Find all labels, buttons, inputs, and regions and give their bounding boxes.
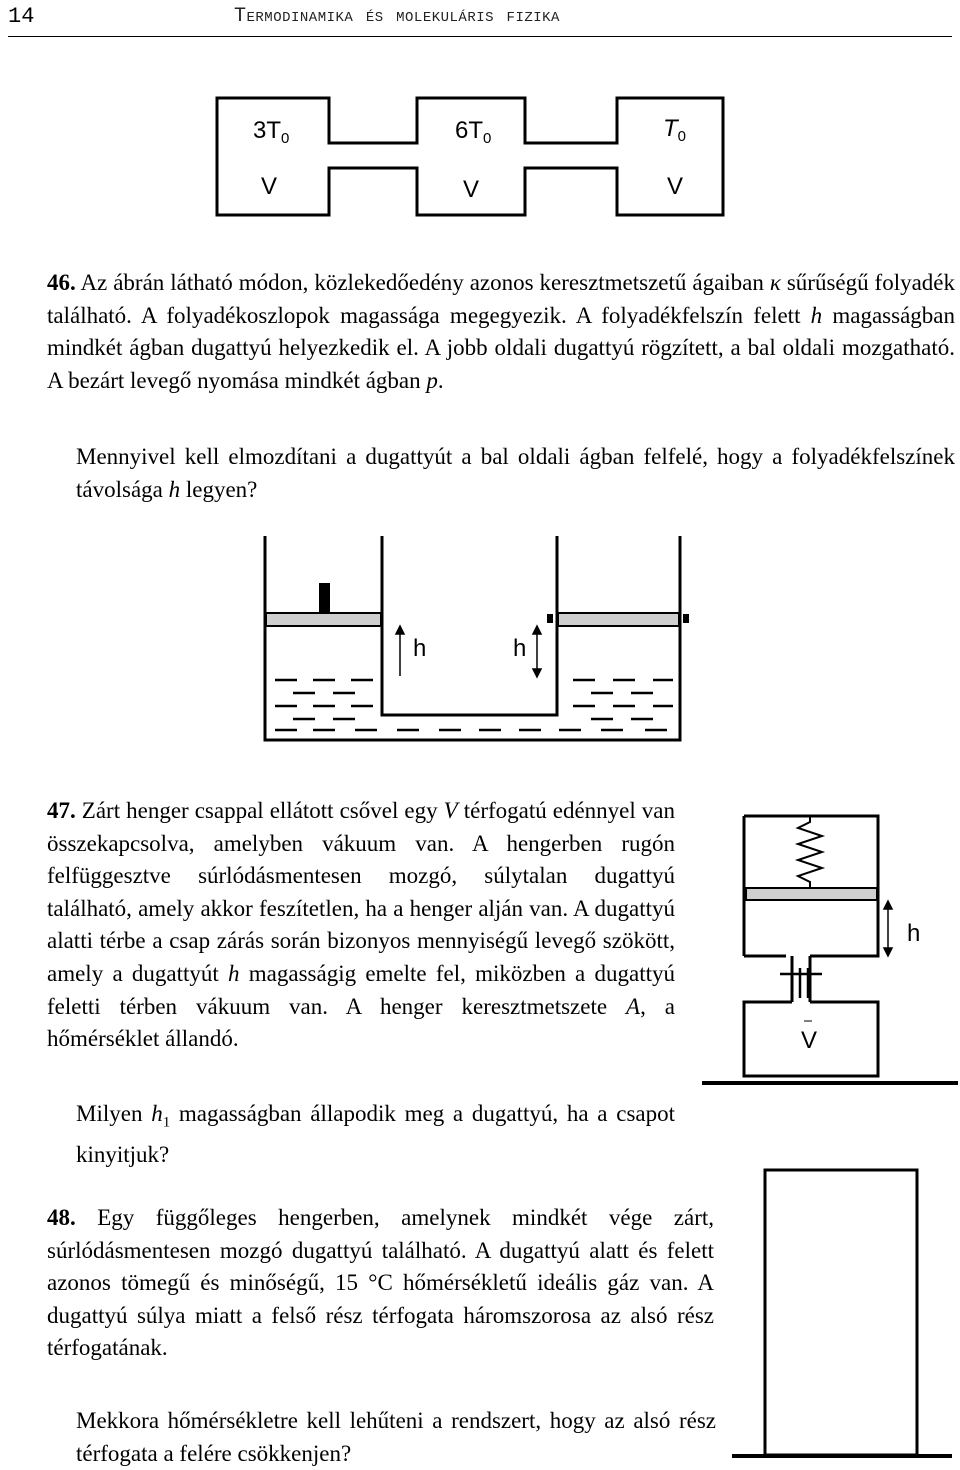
chapter-title: Termodinamika és molekuláris fizika (234, 5, 560, 28)
middle-volume: V (463, 176, 480, 203)
problem-47: 47. Zárt henger csappal ellátott csővel egy V térfogatú edénnyel van összekapcsolva, amelyben vákuum van. A hengerben rugón felfüggesztve súrlódásmentesen mozgó, súlytalan dugattyú található, amely akkor feszítetlen, ha a henger alján van. A dugattyú alatti térbe a csap zárás során bizonyos mennyiségű levegő szökött, amely a dugattyút h magasságig emelte fel, miközben a dugattyú feletti térben vákuum van. A henger keresztmetszete A, a hőmérséklet állandó. (47, 798, 676, 1052)
v-label: V (801, 1027, 818, 1054)
spring (798, 816, 822, 888)
middle-temperature: $6T_0$ (455, 117, 492, 147)
problem-48-question: Mekkora hőmérsékletre kell lehűteni a rendszert, hogy az alsó rész térfogata a felére csökkenjen? (76, 1408, 716, 1466)
left-volume: V (261, 173, 278, 200)
problem-46-question: Mennyivel kell elmozdítani a dugattyút a bal oldali ágban felfelé, hogy a folyadékfelszínek távolsága h legyen? (76, 444, 955, 502)
problem-47-question: Milyen $h_1$ magasságban állapodik meg a dugattyú, ha a csapot kinyitjuk? (76, 1101, 675, 1168)
page-header (8, 0, 952, 37)
h-label-left: h (413, 635, 427, 662)
problem-48: 48. Egy függőleges hengerben, amelynek mindkét vége zárt, súrlódásmentesen mozgó dugattyú található. A dugattyú alatt és felett azonos tömegű és minőségű, 15 °C hőmérsékletű ideális gáz van. A dugattyú súlya miatt a felső rész térfogata háromszorosa az alsó rész térfogatának. (47, 1205, 715, 1361)
left-piston (266, 613, 381, 626)
u-tube-figure (255, 530, 700, 745)
h-label-right: h (513, 635, 527, 662)
closed-cylinder-figure (730, 1160, 955, 1465)
page-number: 14 (8, 4, 35, 29)
piston (746, 888, 877, 900)
right-volume: V (667, 173, 684, 200)
problem-46: 46. Az ábrán látható módon, közlekedőedény azonos keresztmetszetű ágaiban κ sűrűségű folyadék található. A folyadékoszlopok magassága megegyezik. A folyadékfelszín felett h magasságban mindkét ágban dugattyú helyezkedik el. A jobb oldali dugattyú rögzített, a bal oldali mozgatható. A bezárt levegő nyomása mindkét ágban p. (47, 270, 956, 393)
three-vessels-figure (205, 90, 735, 225)
spring-cylinder-figure (700, 808, 960, 1098)
left-temperature: $3T_0$ (253, 117, 290, 147)
problem-number: 46. (47, 270, 76, 295)
left-piston-rod (319, 583, 330, 613)
problem-number: 47. (47, 798, 76, 823)
right-piston (558, 613, 679, 626)
right-temperature: $T_0$ (663, 115, 687, 145)
h-label: h (907, 920, 921, 947)
problem-number: 48. (47, 1205, 76, 1230)
